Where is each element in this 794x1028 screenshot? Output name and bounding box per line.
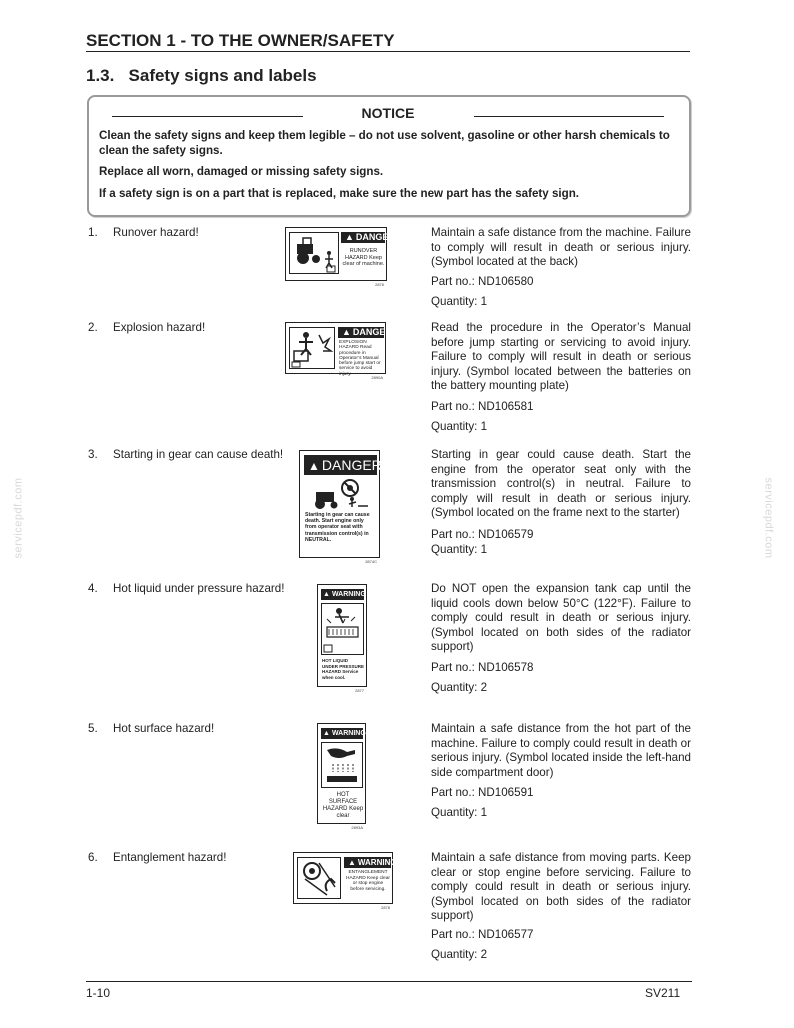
item-label: Hot surface hazard! [113, 722, 215, 735]
sign-code: 2874C [365, 559, 377, 564]
item-description: Maintain a safe distance from the machine. Failure to comply will result in death or serious injury. (Symbol located at the back) [431, 226, 691, 269]
sign-text: RUNOVER HAZARD Keep clear of machine. [342, 248, 385, 267]
danger-banner: ▲ DANGER [341, 232, 385, 243]
notice-line-1: Clean the safety signs and keep them legible – do not use solvent, gasoline or other harsh chemicals to clean the safety signs. [99, 129, 670, 157]
runover-pictogram-icon [289, 232, 339, 279]
hot-surface-sign [317, 723, 366, 830]
runover-hazard-sign [285, 227, 395, 287]
entanglement-hazard-sign [293, 852, 397, 910]
item-number: 2. [88, 321, 98, 334]
hot-liquid-sign [317, 584, 367, 693]
item-part-number: Part no.: ND106578 [431, 661, 534, 674]
sign-text: Starting in gear can cause death. Start engine only from operator seat with transmission control(s) in NEUTRAL. [305, 512, 370, 543]
sign-text: HOT LIQUID UNDER PRESSURE HAZARD Service when cool. [322, 658, 365, 680]
warning-banner: ▲ WARNING [344, 857, 391, 868]
section-rule [86, 51, 690, 52]
hot-surface-pictogram-icon [321, 742, 363, 793]
watermark-left: servicepdf.com [12, 477, 25, 559]
section-title: SECTION 1 - TO THE OWNER/SAFETY [86, 31, 395, 50]
sign-text: EXPLOSION HAZARD Read procedure in Operator’s Manual before jump start or service to avoid injury. [339, 340, 381, 377]
item-quantity: Quantity: 1 [431, 420, 488, 433]
sign-code: 2893A [351, 825, 363, 830]
starting-in-gear-pictogram-icon [306, 478, 374, 515]
danger-banner: ▲ DANGER [338, 327, 384, 338]
sign-code: 2878 [381, 905, 390, 910]
item-part-number: Part no.: ND106580 [431, 275, 534, 288]
item-description: Maintain a safe distance from moving parts. Keep clear or stop engine before servicing. Failure to comply could result in death or serious injury. (Symbol located on both sides of the radiator support) [431, 851, 691, 923]
notice-line-2: Replace all worn, damaged or missing safety signs. [99, 165, 384, 178]
item-number: 1. [88, 226, 98, 239]
warning-banner: ▲ WARNING [323, 730, 366, 737]
item-label: Explosion hazard! [113, 321, 206, 334]
item-part-number: Part no.: ND106577 [431, 928, 534, 941]
danger-banner: ▲ DANGER [304, 455, 377, 475]
item-number: 6. [88, 851, 98, 864]
item-label: Runover hazard! [113, 226, 199, 239]
notice-rule-right [474, 116, 664, 117]
entanglement-pictogram-icon [297, 857, 341, 904]
sign-code: 2877 [355, 688, 364, 693]
item-label: Starting in gear can cause death! [113, 448, 284, 461]
item-quantity: Quantity: 2 [431, 681, 488, 694]
notice-rule-left [112, 116, 303, 117]
item-number: 3. [88, 448, 98, 461]
sign-code: 2876 [375, 282, 384, 287]
notice-title: NOTICE [361, 105, 415, 121]
item-quantity: Quantity: 1 [431, 806, 488, 819]
hot-liquid-pictogram-icon [321, 603, 364, 660]
item-quantity: Quantity: 2 [431, 948, 488, 961]
document-code: SV211 [645, 986, 681, 1000]
page-number: 1-10 [86, 986, 111, 1000]
sign-code: 2890A [371, 375, 383, 380]
item-description: Maintain a safe distance from the hot part of the machine. Failure to comply could result in death or serious injury. (Symbol located inside the left-hand side compartment door) [431, 722, 691, 779]
item-part-number: Part no.: ND106581 [431, 400, 534, 413]
footer-rule [86, 981, 692, 982]
sign-text: HOT SURFACE HAZARD Keep clear [322, 792, 364, 819]
item-label: Entanglement hazard! [113, 851, 227, 864]
watermark-right: servicepdf.com [762, 477, 775, 559]
item-description: Read the procedure in the Operator’s Manual before jump starting or servicing to avoid injury. Failure to comply will result in death or serious injury. (Symbol located between the batteries on the battery mounting plate) [431, 321, 691, 393]
item-quantity: Quantity: 1 [431, 543, 488, 556]
sign-text: ENTANGLEMENT HAZARD Keep clear or stop engine before servicing. [346, 870, 390, 892]
item-description: Do NOT open the expansion tank cap until the liquid cools down below 50°C (122°F). Failure to comply could result in death or serious injury. (Symbol located on both sides of the radiator support) [431, 582, 691, 654]
explosion-hazard-sign [285, 322, 392, 380]
item-part-number: Part no.: ND106591 [431, 786, 534, 799]
explosion-pictogram-icon [289, 327, 335, 374]
notice-line-3: If a safety sign is on a part that is replaced, make sure the new part has the safety sign. [99, 187, 580, 200]
item-description: Starting in gear could cause death. Start the engine from the operator seat only with the transmission control(s) in neutral. Failure to comply will result in death or serious injury. (Symbol located on the frame next to the starter) [431, 448, 691, 520]
subsection-title: 1.3. Safety signs and labels [86, 66, 317, 85]
item-part-number: Part no.: ND106579 [431, 528, 534, 541]
item-label: Hot liquid under pressure hazard! [113, 582, 285, 595]
item-quantity: Quantity: 1 [431, 295, 488, 308]
starting-in-gear-sign [299, 450, 382, 564]
item-number: 5. [88, 722, 98, 735]
warning-banner: ▲ WARNING [323, 591, 366, 598]
item-number: 4. [88, 582, 98, 595]
